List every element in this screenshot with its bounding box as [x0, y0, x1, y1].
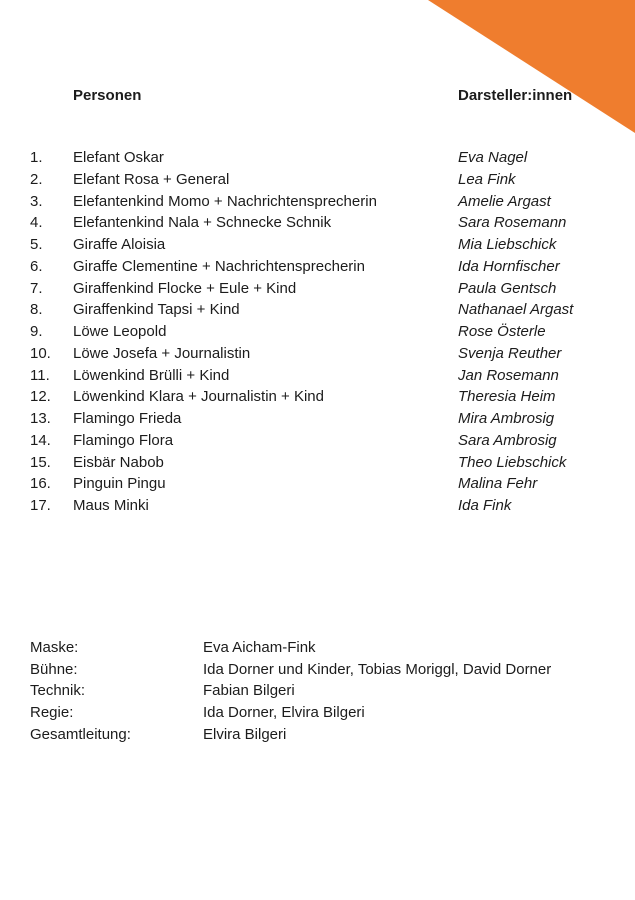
cast-row [0, 365, 635, 387]
credit-row [30, 637, 605, 659]
cast-number: 8. [30, 301, 43, 319]
cast-role: Löwenkind Klara + Journalistin + Kind [73, 388, 324, 406]
cast-number: 6. [30, 257, 43, 275]
credit-label: Gesamtleitung: [30, 725, 131, 743]
cast-role: Elefant Rosa + General [73, 170, 230, 188]
cast-row [0, 169, 635, 191]
cast-role: Löwenkind Brülli + Kind [73, 366, 230, 384]
cast-list [0, 147, 635, 517]
cast-row [0, 299, 635, 321]
cast-row [0, 278, 635, 300]
cast-row [0, 343, 635, 365]
cast-number: 7. [30, 279, 43, 297]
cast-role: Flamingo Flora [73, 431, 174, 449]
cast-performer: Mira Ambrosig [458, 410, 555, 427]
cast-performer: Malina Fehr [458, 475, 538, 493]
cast-performer: Paula Gentsch [458, 279, 557, 297]
credit-row [30, 724, 605, 746]
credit-value: Elvira Bilgeri [203, 725, 287, 743]
orange-corner-decoration [428, 0, 635, 133]
cast-role: Elefantenkind Nala + Schnecke Schnik [73, 214, 332, 232]
cast-performer: Nathanael Argast [458, 301, 574, 319]
cast-row [0, 430, 635, 452]
cast-role: Giraffe Clementine + Nachrichtensprecherin [73, 257, 365, 275]
cast-performer: Mia Liebschick [458, 236, 557, 253]
cast-role: Elefant Oskar [73, 149, 164, 166]
credit-value: Fabian Bilgeri [203, 682, 295, 700]
cast-number: 10. [30, 344, 51, 362]
cast-row [0, 191, 635, 213]
credit-label: Maske: [30, 639, 79, 656]
column-header-personen: Personen [73, 87, 142, 104]
cast-role: Giraffenkind Flocke + Eule + Kind [73, 279, 297, 297]
cast-performer: Ida Fink [458, 497, 512, 514]
credit-value: Ida Dorner, Elvira Bilgeri [203, 704, 365, 722]
cast-row [0, 212, 635, 234]
cast-role: Pinguin Pingu [73, 475, 166, 493]
cast-number: 4. [30, 214, 43, 232]
cast-number: 5. [30, 236, 43, 253]
cast-number: 17. [30, 497, 51, 514]
cast-number: 14. [30, 431, 51, 449]
cast-performer: Eva Nagel [458, 149, 528, 166]
cast-role: Eisbär Nabob [73, 453, 164, 471]
credit-value: Eva Aicham-Fink [203, 639, 316, 656]
cast-role: Giraffenkind Tapsi + Kind [73, 301, 240, 319]
cast-role: Löwe Leopold [73, 323, 167, 340]
cast-performer: Svenja Reuther [458, 344, 562, 362]
cast-number: 16. [30, 475, 51, 493]
credit-label: Regie: [30, 704, 74, 722]
credit-row [30, 659, 605, 681]
credit-row [30, 680, 605, 702]
cast-role: Elefantenkind Momo + Nachrichtensprecherin [73, 192, 377, 210]
cast-row [0, 452, 635, 474]
cast-performer: Sara Ambrosig [458, 431, 557, 449]
credit-label: Bühne: [30, 660, 78, 678]
credit-row [30, 702, 605, 724]
cast-row [0, 147, 635, 169]
cast-number: 3. [30, 192, 43, 210]
cast-number: 15. [30, 453, 51, 471]
cast-row [0, 408, 635, 430]
cast-performer: Jan Rosemann [458, 366, 559, 384]
cast-row [0, 473, 635, 495]
credit-value: Ida Dorner und Kinder, Tobias Moriggl, David Dorner [203, 660, 552, 678]
cast-performer: Theo Liebschick [458, 453, 567, 471]
column-header-darsteller: Darsteller:innen [458, 87, 573, 104]
cast-row [0, 386, 635, 408]
cast-row [0, 321, 635, 343]
cast-number: 13. [30, 410, 51, 427]
cast-number: 1. [30, 149, 43, 166]
credits-list [30, 637, 605, 746]
cast-performer: Sara Rosemann [458, 214, 567, 232]
cast-number: 12. [30, 388, 51, 406]
cast-performer: Rose Österle [458, 323, 546, 340]
credit-label: Technik: [30, 682, 86, 700]
cast-performer: Theresia Heim [458, 388, 556, 406]
cast-role: Giraffe Aloisia [73, 236, 166, 253]
cast-number: 2. [30, 170, 43, 188]
cast-row [0, 234, 635, 256]
cast-role: Löwe Josefa + Journalistin [73, 344, 251, 362]
cast-performer: Lea Fink [458, 170, 516, 188]
cast-number: 9. [30, 323, 43, 340]
cast-role: Maus Minki [73, 497, 149, 514]
cast-row [0, 495, 635, 517]
cast-performer: Ida Hornfischer [458, 257, 560, 275]
cast-performer: Amelie Argast [458, 192, 551, 210]
cast-role: Flamingo Frieda [73, 410, 182, 427]
cast-row [0, 256, 635, 278]
cast-number: 11. [30, 366, 50, 384]
